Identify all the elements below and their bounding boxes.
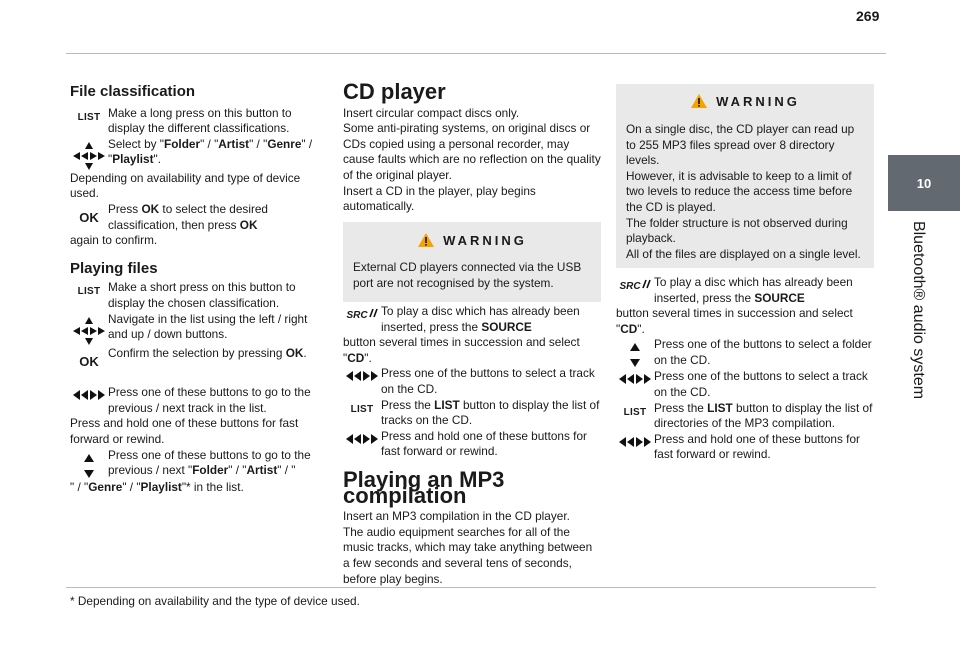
instruction-text: Press and hold one of these buttons for fast forward or rewind. <box>654 431 860 462</box>
warning-header <box>343 232 601 248</box>
chapter-number: 10 <box>916 176 932 191</box>
instruction-text: Press one of these buttons to go to the previous / next "Folder" / "Artist" / " <box>108 447 311 478</box>
instruction-text: Press one of the buttons to select a track on the CD. <box>381 366 595 396</box>
instruction-text: Press one of the buttons to select a track on the CD. <box>654 369 868 399</box>
section-heading-mp3: Playing an MP3 compilation <box>343 466 505 508</box>
up-down-arrows-icon <box>70 448 108 480</box>
warning-icon <box>417 232 435 248</box>
paragraph: Insert a CD in the player, play begins automatically. <box>343 183 536 214</box>
warning-header <box>616 93 874 109</box>
instruction-text: Press one of the buttons to select a folder on the CD. <box>654 337 872 367</box>
paragraph: Depending on availability and type of device used. <box>70 170 301 201</box>
four-way-arrows-icon <box>70 312 108 346</box>
instruction-text: Navigate in the list using the left / right and up / down buttons. <box>108 311 308 342</box>
paragraph: Insert an MP3 compilation in the CD player. <box>343 509 570 524</box>
folder-buttons-row <box>70 448 315 480</box>
fast-forward-row <box>343 429 601 460</box>
instruction-text: Press the LIST button to display the list of directories of the MP3 compilation. <box>654 400 873 431</box>
instruction-text: Press the LIST button to display the list of tracks on the CD. <box>381 397 600 428</box>
instruction-text: Select by "Folder" / "Artist" / "Genre" / "Playlist". <box>108 136 313 167</box>
warning-icon <box>690 93 708 109</box>
chapter-title: Bluetooth® audio system <box>910 220 927 400</box>
list-button-row <box>70 280 315 311</box>
previous-next-arrows-icon <box>616 369 654 385</box>
column-2-lower <box>343 304 601 587</box>
ok-button-row <box>70 202 315 233</box>
column-1 <box>70 84 315 495</box>
list-icon: LIST <box>623 406 647 418</box>
previous-next-arrows-icon <box>616 432 654 448</box>
paragraph: Press and hold one of these buttons for fast forward or rewind. <box>70 416 299 446</box>
warning-label: WARNING <box>716 93 800 109</box>
fast-forward-row <box>616 432 874 463</box>
paragraph: " / "Genre" / "Playlist"* in the list. <box>70 479 244 494</box>
bottom-divider <box>66 587 876 588</box>
ok-icon: OK <box>79 209 99 225</box>
instruction-text: To play a disc which has already been inserted, press the SOURCE <box>381 304 580 334</box>
footnote: * Depending on availability and the type of device used. <box>70 594 360 608</box>
page-number: 269 <box>856 8 880 24</box>
paragraph: button several times in succession and select "CD". <box>616 306 853 336</box>
instruction-text: Press and hold one of these buttons for fast forward or rewind. <box>381 428 587 459</box>
list-icon: LIST <box>77 111 101 123</box>
section-heading-playing-files: Playing files <box>70 259 158 277</box>
column-3-lower <box>616 275 874 463</box>
instruction-text: Make a short press on this button to display the chosen classification. <box>108 280 296 310</box>
instruction-text: Confirm the selection by pressing OK. <box>108 345 307 360</box>
source-button-row <box>343 304 601 335</box>
list-icon: LIST <box>350 403 374 415</box>
paragraph: button several times in succession and select "CD". <box>343 335 580 365</box>
ok-button-row <box>70 346 315 370</box>
source-icon: SRC <box>616 275 654 295</box>
warning-box <box>616 84 874 268</box>
paragraph: The audio equipment searches for all of the music tracks, which may take anything between a few seconds and several tens of seconds, before play begins. <box>343 524 593 586</box>
instruction-text: Make a long press on this button to display the different classifications. <box>108 105 292 136</box>
chapter-tab <box>888 155 960 211</box>
paragraph: Insert circular compact discs only. <box>343 105 520 120</box>
previous-next-arrows-icon <box>343 366 381 382</box>
instruction-text: Press OK to select the desired classification, then press OK <box>108 201 268 232</box>
track-select-row <box>343 366 601 397</box>
section-heading-file-classification: File classification <box>70 83 196 100</box>
list-button-row <box>70 106 315 137</box>
source-button-row <box>616 275 874 306</box>
warning-text: On a single disc, the CD player can read up to 255 MP3 files spread over 8 directory levels. However, it is advisable to keep to a limit of two levels to reduce the access time before the CD is played. The folder structure is not observed during playback. All of the files are displayed on a single level. <box>626 122 861 261</box>
top-divider <box>66 53 886 54</box>
section-heading-cd-player: CD player <box>343 79 446 104</box>
previous-next-arrows-icon <box>70 385 108 401</box>
track-buttons-row <box>70 385 315 416</box>
list-button-row <box>343 398 601 429</box>
warning-text: External CD players connected via the USB port are not recognised by the system. <box>353 260 582 290</box>
warning-box <box>343 222 601 302</box>
paragraph: again to confirm. <box>70 233 158 248</box>
folder-select-row <box>616 337 874 369</box>
instruction-text: To play a disc which has already been inserted, press the SOURCE <box>654 275 853 305</box>
list-button-row <box>616 401 874 432</box>
paragraph: Some anti-pirating systems, on original discs or CDs copied using a personal recorder, may cause faults which are no reflection on the quality of the original player. <box>343 121 601 182</box>
ok-icon: OK <box>79 353 99 369</box>
list-icon: LIST <box>77 286 101 298</box>
navigation-row <box>70 137 315 171</box>
up-down-arrows-icon <box>616 337 654 369</box>
navigation-row <box>70 312 315 346</box>
warning-label: WARNING <box>443 232 527 248</box>
column-2 <box>343 79 601 215</box>
four-way-arrows-icon <box>70 137 108 171</box>
instruction-text: Press one of these buttons to go to the previous / next track in the list. <box>108 385 311 415</box>
source-icon: SRC <box>343 304 381 324</box>
track-select-row <box>616 369 874 400</box>
previous-next-arrows-icon <box>343 429 381 445</box>
